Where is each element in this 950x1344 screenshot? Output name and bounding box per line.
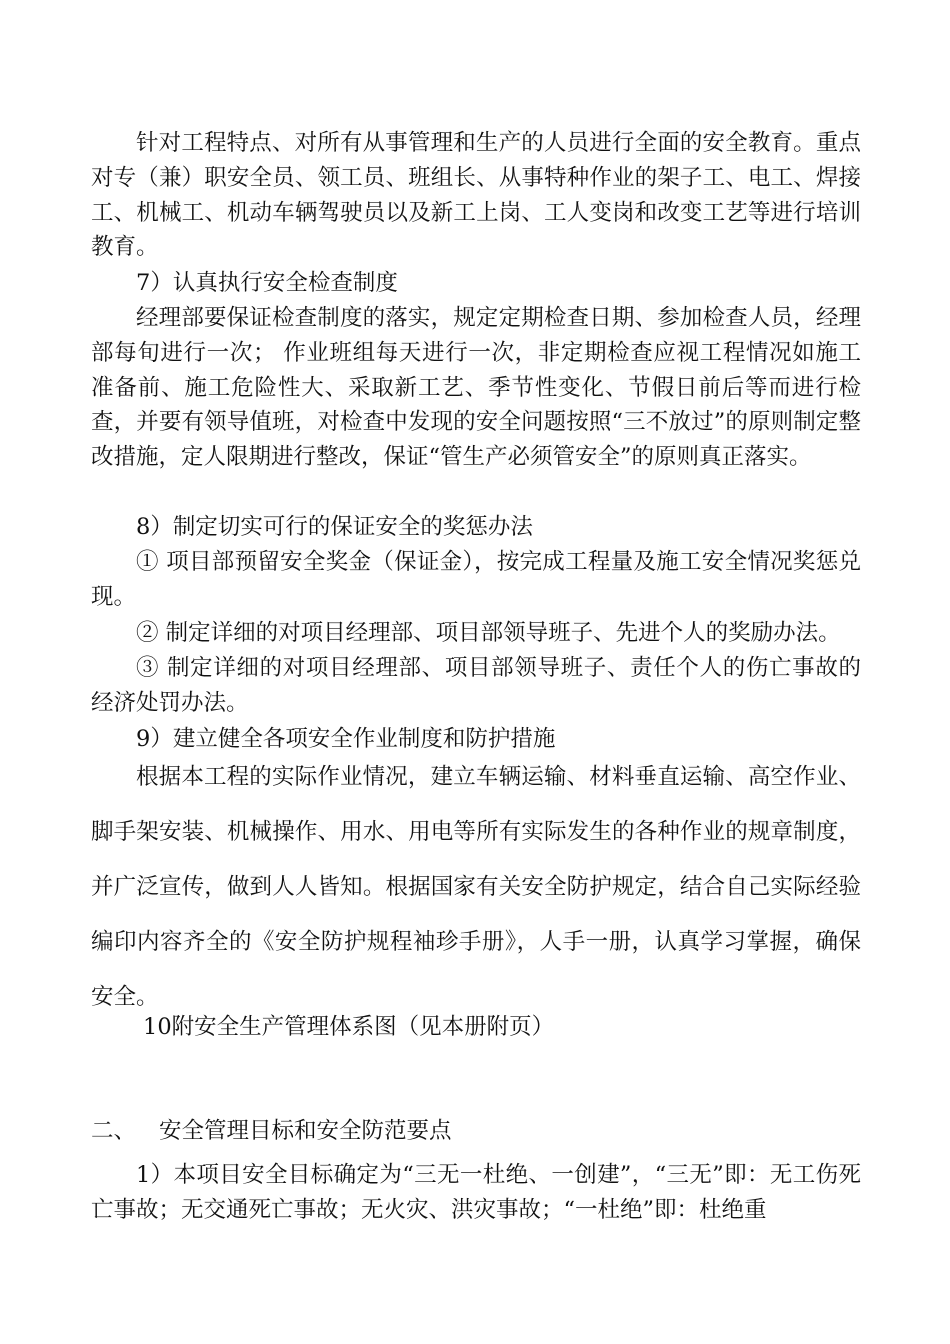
section-2-number: 二、 [91, 1118, 137, 1144]
safety-target-paragraph: 1）本项目安全目标确定为“三无一杜绝、一创建”，“三无”即：无工伤死亡事故；无交通死亡事故；无火灾、洪灾事故；“一杜绝”即：杜绝重 [91, 1162, 861, 1223]
reward-paragraph-2: ② 制定详细的对项目经理部、项目部领导班子、先进个人的奖励办法。 [136, 620, 841, 646]
reward-paragraph-1: ① 项目部预留安全奖金（保证金），按完成工程量及施工安全情况奖惩兑现。 [91, 549, 861, 610]
item-8-heading: 8）制定切实可行的保证安全的奖惩办法 [136, 514, 533, 540]
inspection-paragraph: 经理部要保证检查制度的落实，规定定期检查日期、参加检查人员，经理部每旬进行一次； 作业班组每天进行一次，非定期检查应视工程情况如施工准备前、施工危险性大、采取新工艺、季节性变化、节假日前后等而进行检查，并要有领导值班，对检查中发现的安全问题按照“三不放过”的原则制定整改措施，定人限期进行整改，保证“管生产必须管安全”的原则真正落实。 [91, 305, 861, 471]
item-7-heading: 7）认真执行安全检查制度 [136, 270, 398, 296]
item-10-heading: 10附安全生产管理体系图（见本册附页） [143, 1014, 555, 1040]
operation-rules-paragraph: 根据本工程的实际作业情况，建立车辆运输、材料垂直运输、高空作业、脚手架安装、机械操作、用水、用电等所有实际发生的各种作业的规章制度，并广泛宣传，做到人人皆知。根据国家有关安全防护规定，结合自己实际经验编印内容齐全的《安全防护规程袖珍手册》，人手一册，认真学习掌握，确保安全。 [91, 764, 861, 1010]
section-2-title: 安全管理目标和安全防范要点 [159, 1118, 452, 1144]
item-9-heading: 9）建立健全各项安全作业制度和防护措施 [136, 726, 556, 752]
section-2-heading [91, 1114, 861, 1148]
training-paragraph: 针对工程特点、对所有从事管理和生产的人员进行全面的安全教育。重点对专（兼）职安全员、领工员、班组长、从事特种作业的架子工、电工、焊接工、机械工、机动车辆驾驶员以及新工上岗、工人变岗和改变工艺等进行培训教育。 [91, 130, 861, 261]
reward-paragraph-3: ③ 制定详细的对项目经理部、项目部领导班子、责任个人的伤亡事故的经济处罚办法。 [91, 655, 861, 716]
